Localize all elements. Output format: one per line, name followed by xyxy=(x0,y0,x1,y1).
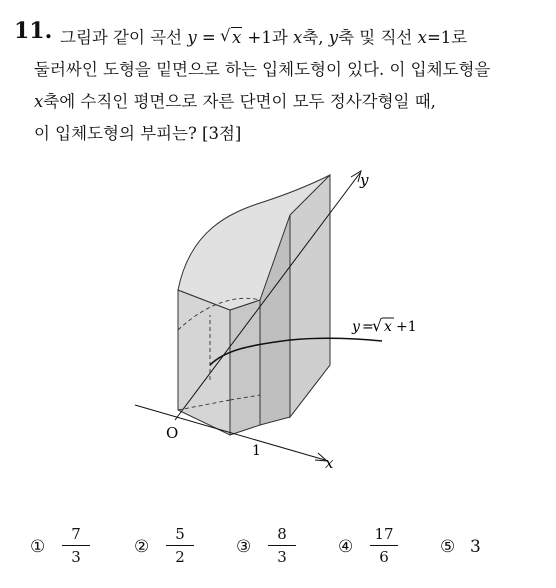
y-axis-label: y xyxy=(360,171,369,189)
math-eq-one: =1 xyxy=(426,28,452,47)
choice-mark: ⑤ xyxy=(440,537,456,557)
text: 과 xyxy=(271,28,294,47)
curve-label xyxy=(351,316,417,335)
problem-line-2: 둘러싸인 도형을 밑면으로 하는 입체도형이 있다. 이 입체도형을 xyxy=(34,60,491,79)
text: 축에 수직인 평면으로 자른 단면이 모두 정사각형일 때, xyxy=(43,92,436,111)
curve-label-x: x xyxy=(384,319,392,335)
side-face xyxy=(230,300,260,435)
curve-label-plus: +1 xyxy=(396,319,417,335)
origin-label: O xyxy=(166,424,179,442)
fraction xyxy=(370,525,398,568)
denominator: 2 xyxy=(175,548,185,566)
denominator: 6 xyxy=(379,548,389,566)
x-axis-label: x xyxy=(325,454,334,472)
math-x: x xyxy=(417,28,427,47)
fraction xyxy=(268,525,296,568)
denominator: 3 xyxy=(277,548,287,566)
numerator: 8 xyxy=(268,525,296,546)
fraction xyxy=(62,525,90,568)
fraction xyxy=(166,525,194,568)
choice-mark: ② xyxy=(134,537,150,557)
math-eq: = xyxy=(201,28,216,47)
curve-label-y: y xyxy=(352,319,360,335)
denominator: 3 xyxy=(71,548,81,566)
text: 그림과 같이 곡선 xyxy=(60,28,188,47)
text: 축, xyxy=(302,28,329,47)
numerator: 5 xyxy=(166,525,194,546)
problem-line-4: 이 입체도형의 부피는? [3점] xyxy=(34,124,242,143)
math-x: x xyxy=(34,92,44,111)
choice-mark: ④ xyxy=(338,537,354,557)
problem-line-3 xyxy=(34,88,436,112)
math-x: x xyxy=(293,28,303,47)
math-y: y xyxy=(187,28,197,47)
sqrt-icon: √ xyxy=(372,316,383,335)
choice-mark: ③ xyxy=(236,537,252,557)
text: 축 및 직선 xyxy=(338,28,418,47)
numerator: 7 xyxy=(62,525,90,546)
front-base-face xyxy=(178,290,230,435)
curve-label-eq: = xyxy=(362,319,374,335)
sqrt-symbol xyxy=(221,28,242,47)
answer-choices xyxy=(30,525,530,575)
problem-number: 11. xyxy=(14,18,53,44)
math-x: x xyxy=(231,28,242,47)
math-y: y xyxy=(328,28,339,47)
tick-one-label: 1 xyxy=(252,443,261,459)
numerator: 17 xyxy=(370,525,398,546)
back-face xyxy=(290,175,330,417)
choice-value: 3 xyxy=(470,537,481,557)
choice-mark: ① xyxy=(30,537,46,557)
problem-line-1 xyxy=(60,24,467,48)
text: 로 xyxy=(451,28,468,47)
math-plus-one: +1 xyxy=(247,28,272,47)
solid-figure xyxy=(120,155,420,475)
